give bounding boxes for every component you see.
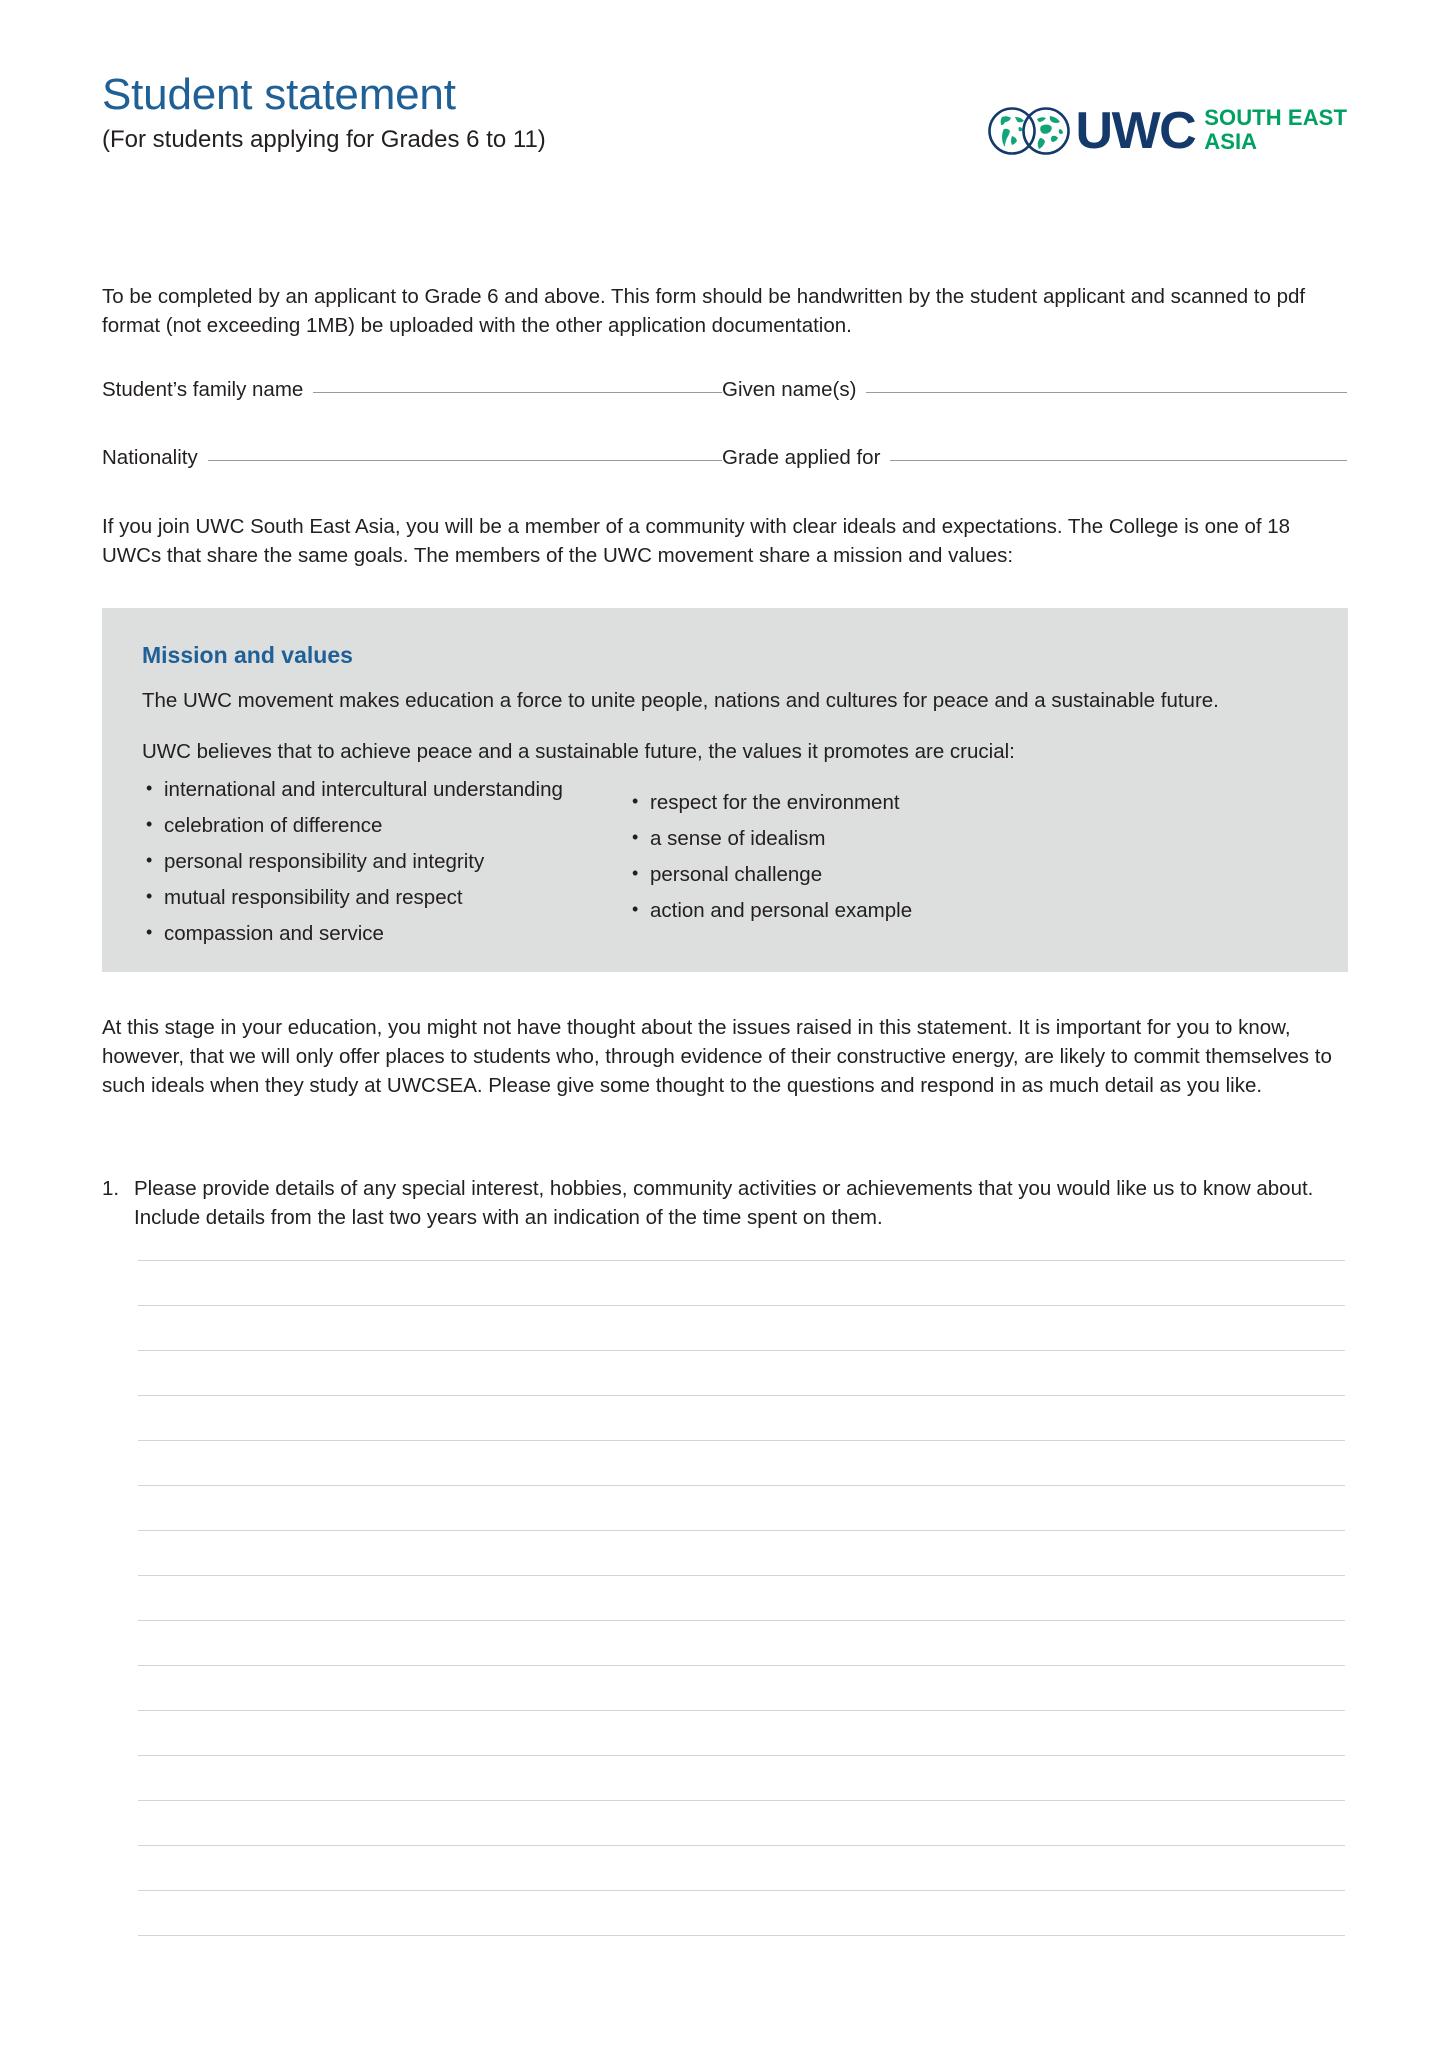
field-input-given-names[interactable] (866, 392, 1347, 393)
field-nationality[interactable] (102, 446, 722, 470)
answer-line[interactable] (138, 1440, 1345, 1441)
answer-line[interactable] (138, 1710, 1345, 1711)
stage-paragraph: At this stage in your education, you might not have thought about the issues raised in this statement. It is important for you to know, however, that we will only offer places to students who, through evidence of their constructive energy, are likely to commit themselves to such ideals when they study at UWCSEA. Please give some thought to the questions and respond in as much detail as you like. (102, 1016, 1332, 1098)
values-columns (142, 777, 1308, 945)
answer-line[interactable] (138, 1755, 1345, 1756)
field-label-family-name: Student’s family name (102, 378, 304, 401)
question-1-number: 1. (102, 1177, 120, 1200)
list-item: • respect for the environment (628, 793, 1108, 814)
logo-region (1204, 106, 1347, 157)
list-item: • a sense of idealism (628, 829, 1108, 850)
field-input-grade-applied-for[interactable] (890, 460, 1347, 461)
answer-writing-lines[interactable] (138, 1260, 1345, 1980)
intro-paragraph-container (102, 282, 1347, 340)
answer-line[interactable] (138, 1260, 1345, 1261)
field-given-names[interactable] (722, 378, 1347, 402)
field-family-name[interactable] (102, 378, 722, 402)
page-subtitle: (For students applying for Grades 6 to 11) (102, 126, 546, 154)
answer-line[interactable] (138, 1395, 1345, 1396)
list-item: • mutual responsibility and respect (142, 888, 662, 909)
list-item: • celebration of difference (142, 816, 662, 837)
field-input-nationality[interactable] (208, 460, 722, 461)
mission-heading: Mission and values (142, 642, 353, 668)
field-row-nationality-grade (102, 446, 1347, 470)
field-row-names (102, 378, 1347, 402)
list-item: • compassion and service (142, 924, 662, 945)
uwcsea-logo (988, 100, 1347, 162)
answer-line[interactable] (138, 1665, 1345, 1666)
field-label-grade-applied-for: Grade applied for (722, 446, 881, 469)
title-block (102, 72, 546, 155)
answer-line[interactable] (138, 1530, 1345, 1531)
field-grade-applied-for[interactable] (722, 446, 1347, 470)
field-input-family-name[interactable] (313, 392, 722, 393)
answer-line[interactable] (138, 1485, 1345, 1486)
logo-region-line2: ASIA (1204, 128, 1258, 154)
mission-and-values-box (102, 608, 1348, 972)
community-paragraph-container (102, 512, 1347, 570)
question-1 (102, 1174, 1352, 1232)
answer-line[interactable] (138, 1350, 1345, 1351)
answer-line[interactable] (138, 1890, 1345, 1891)
answer-line[interactable] (138, 1800, 1345, 1801)
answer-line[interactable] (138, 1575, 1345, 1576)
field-label-nationality: Nationality (102, 446, 198, 469)
list-item: • personal responsibility and integrity (142, 852, 662, 873)
values-list-right (628, 790, 1108, 937)
logo-region-line1: SOUTH EAST (1204, 104, 1347, 130)
list-item: • action and personal example (628, 901, 1108, 922)
answer-line[interactable] (138, 1620, 1345, 1621)
values-list-left (142, 777, 662, 960)
page-title: Student statement (102, 70, 456, 119)
question-1-text: Please provide details of any special interest, hobbies, community activities or achievements that you would like us to know about. Include details from the last two years with an indication of the time spent on them. (134, 1177, 1314, 1230)
applicant-fields (102, 378, 1347, 514)
stage-paragraph-container (102, 1013, 1347, 1100)
list-item: • personal challenge (628, 865, 1108, 886)
answer-line[interactable] (138, 1935, 1345, 1936)
document-header (102, 72, 1347, 182)
answer-line[interactable] (138, 1845, 1345, 1846)
community-paragraph: If you join UWC South East Asia, you will be a member of a community with clear ideals and expectations. The College is one of 18 UWCs that share the same goals. The members of the UWC movement share a mission and values: (102, 515, 1291, 568)
intro-paragraph: To be completed by an applicant to Grade 6 and above. This form should be handwritten by the student applicant and scanned to pdf format (not exceeding 1MB) be uploaded with the other application documentation. (102, 285, 1306, 338)
mission-paragraph-1: The UWC movement makes education a force to unite people, nations and cultures for peace and a sustainable future. (142, 688, 1219, 712)
logo-wordmark: UWC (1075, 102, 1196, 160)
globe-icon (988, 105, 1074, 157)
answer-line[interactable] (138, 1305, 1345, 1306)
list-item: • international and intercultural understanding (142, 780, 662, 801)
field-label-given-names: Given name(s) (722, 378, 857, 401)
mission-paragraph-2: UWC believes that to achieve peace and a sustainable future, the values it promotes are crucial: (142, 739, 1015, 763)
